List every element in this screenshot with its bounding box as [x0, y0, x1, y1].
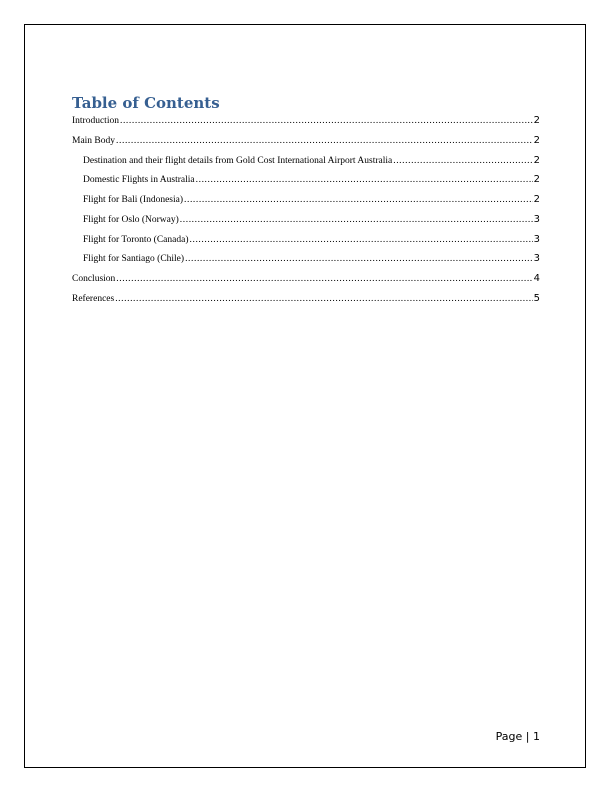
toc-title: Table of Contents [72, 94, 220, 112]
toc-entry-label: Flight for Oslo (Norway) [83, 214, 179, 225]
toc-entry-page: 2 [533, 154, 540, 166]
toc-entry-flight-bali[interactable] [72, 192, 540, 212]
toc-entry-label: Main Body [72, 135, 116, 146]
toc-entry-label: Conclusion [72, 274, 116, 284]
toc-entry-label: Introduction [72, 116, 119, 126]
toc-entry-destination-flight-details[interactable] [72, 153, 540, 173]
toc-entry-conclusion[interactable] [72, 271, 540, 291]
toc-entry-label: Flight for Bali (Indonesia) [83, 195, 183, 205]
toc-entry-page: 3 [533, 213, 540, 225]
toc-entry-page: 2 [533, 174, 540, 186]
toc-leader-dots [393, 154, 532, 169]
toc-entry-domestic-flights[interactable] [72, 172, 540, 192]
toc-leader-dots [116, 134, 533, 149]
toc-entry-label: Flight for Toronto (Canada) [83, 234, 189, 245]
toc-entry-label: References [72, 293, 115, 304]
toc-entry-references[interactable] [72, 291, 540, 311]
toc-leader-dots [116, 272, 532, 287]
toc-entry-page: 4 [533, 273, 540, 284]
toc-entry-introduction[interactable] [72, 113, 540, 133]
toc-leader-dots [120, 114, 533, 129]
toc-entry-flight-toronto[interactable] [72, 232, 540, 252]
toc-leader-dots [115, 292, 532, 307]
toc-entry-page: 2 [533, 194, 540, 205]
toc-leader-dots [184, 193, 533, 208]
toc-leader-dots [196, 173, 533, 188]
page-number-footer: Page | 1 [495, 730, 540, 743]
toc-entry-page: 2 [533, 134, 540, 146]
toc-entry-page: 3 [533, 233, 540, 245]
toc-entry-flight-santiago[interactable] [72, 251, 540, 271]
toc-entry-label: Destination and their flight details from Gold Cost International Airport Australia [83, 155, 393, 166]
toc-entry-page: 3 [533, 253, 540, 265]
toc-leader-dots [185, 252, 533, 267]
toc-entry-main-body[interactable] [72, 133, 540, 153]
toc-entry-label: Domestic Flights in Australia [83, 175, 195, 186]
toc-leader-dots [180, 213, 533, 228]
toc-entry-label: Flight for Santiago (Chile) [83, 254, 185, 265]
toc-entry-page: 2 [533, 115, 540, 126]
toc-entry-flight-oslo[interactable] [72, 212, 540, 232]
toc-entry-page: 5 [533, 292, 540, 304]
toc-leader-dots [190, 233, 533, 248]
table-of-contents [72, 113, 540, 311]
